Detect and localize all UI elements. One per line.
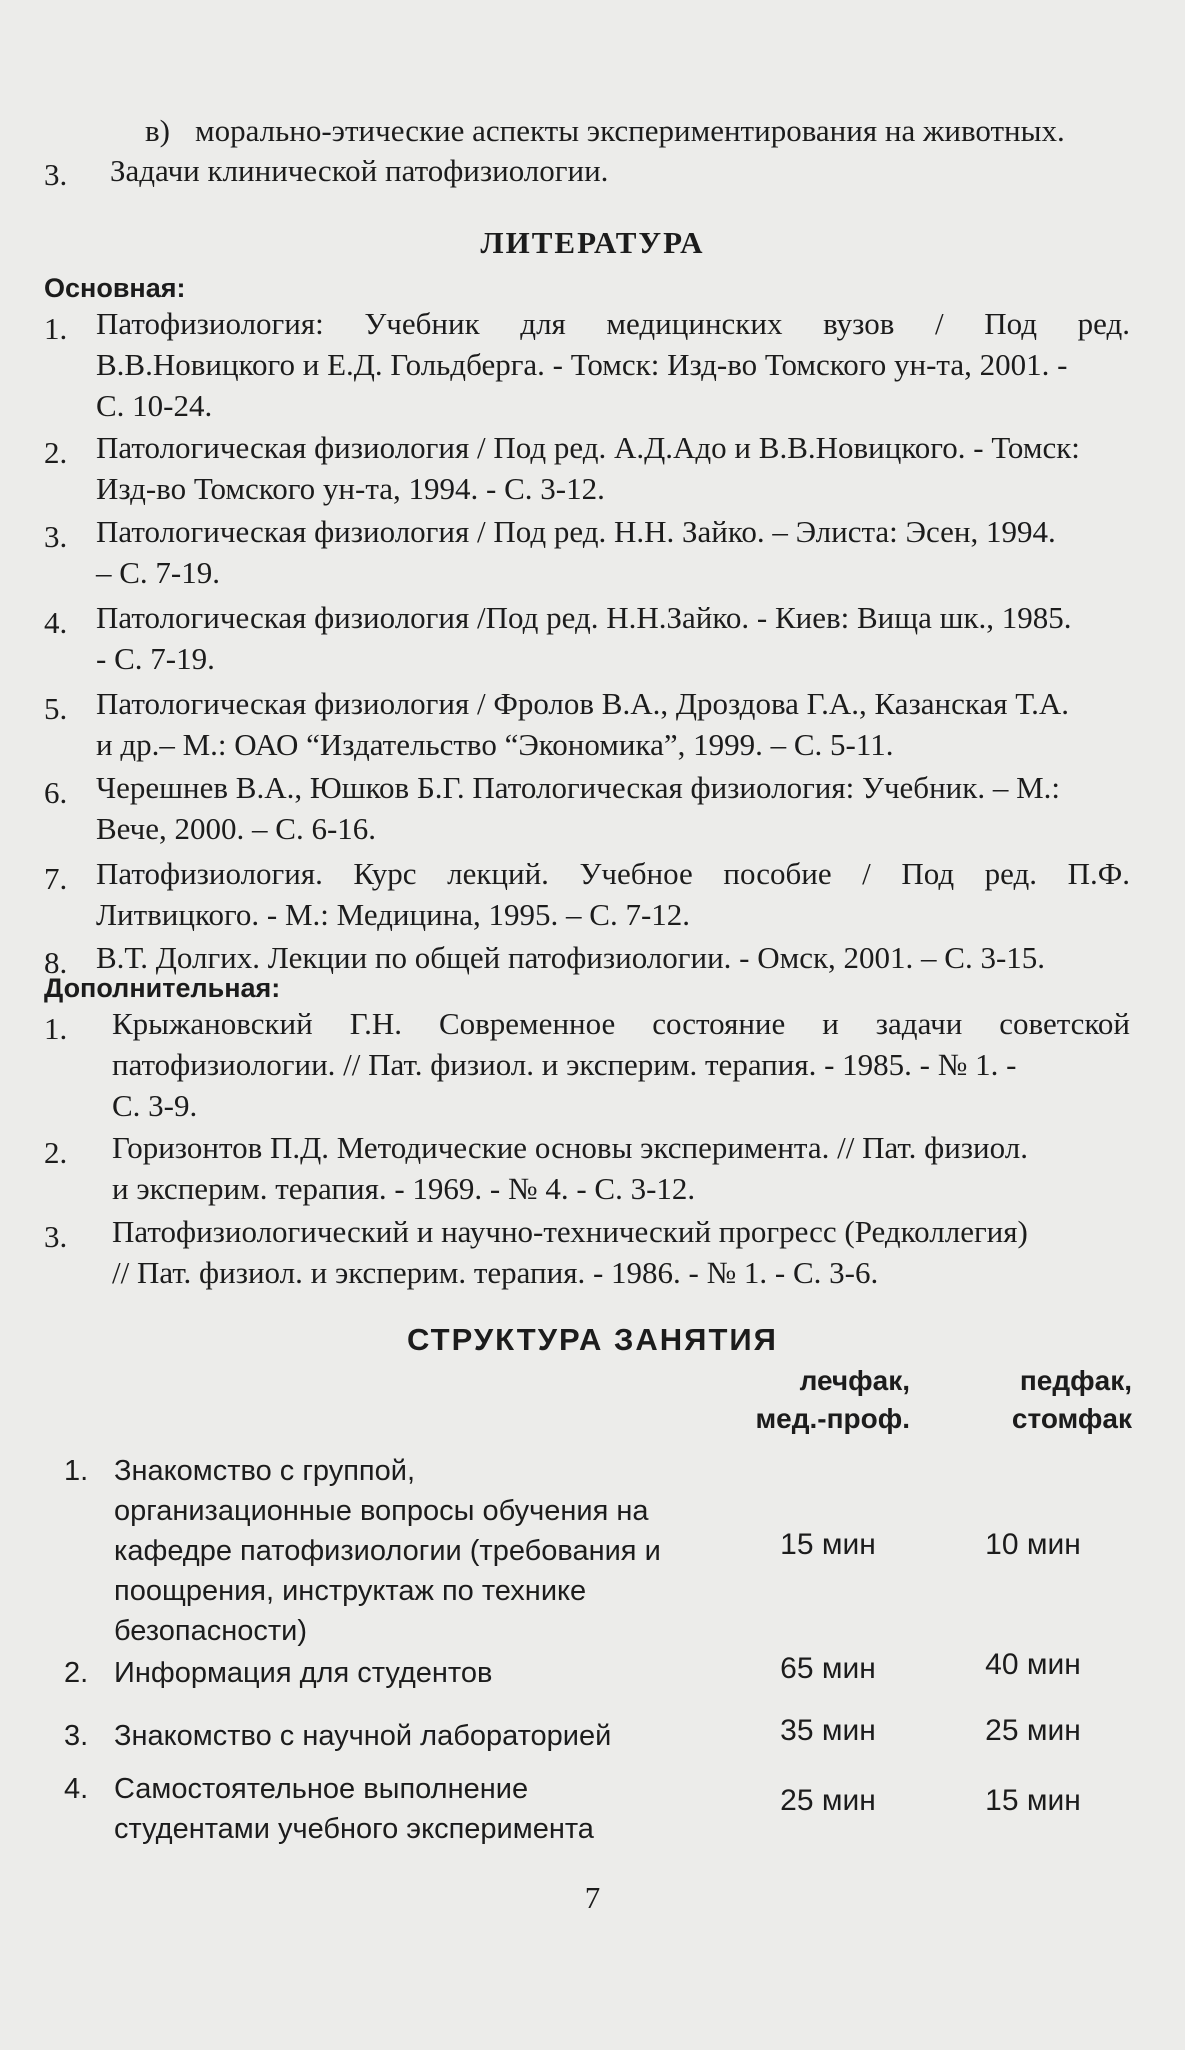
item-3-number: 3. xyxy=(44,157,68,192)
column-header-lechfak xyxy=(720,1362,910,1438)
list-item-line: Изд-во Томского ун-та, 1994. - С. 3-12. xyxy=(96,471,605,506)
list-item-line: Патологическая физиология / Под ред. Н.Н. Зайко. – Элиста: Эсен, 1994. xyxy=(96,514,1056,549)
list-item-number: 1. xyxy=(44,1011,68,1046)
table-row-number: 1. xyxy=(64,1455,89,1487)
list-item-number: 3. xyxy=(44,1219,68,1254)
list-item-number: 5. xyxy=(44,691,68,726)
time-lechfak: 25 мин xyxy=(780,1784,876,1817)
list-item-number: 4. xyxy=(44,605,68,640)
list-item-number: 2. xyxy=(44,1135,68,1170)
table-row-number: 3. xyxy=(64,1720,89,1752)
page-number: 7 xyxy=(584,1880,601,1915)
list-item-line: и др.– М.: ОАО “Издательство “Экономика”, 1999. – С. 5-11. xyxy=(96,727,894,762)
time-pedfak: 15 мин xyxy=(985,1784,1081,1817)
column-header-line: мед.-проф. xyxy=(755,1403,910,1434)
item-v-marker: в) xyxy=(145,113,170,148)
list-item-line: Патологическая физиология /Под ред. Н.Н.Зайко. - Киев: Вища шк., 1985. xyxy=(96,600,1072,635)
time-lechfak: 35 мин xyxy=(780,1714,876,1747)
list-item-line: - С. 7-19. xyxy=(96,641,215,676)
list-item-line: Патофизиологический и научно-технический прогресс (Редколлегия) xyxy=(112,1214,1028,1249)
time-pedfak: 40 мин xyxy=(985,1648,1081,1681)
time-lechfak: 15 мин xyxy=(780,1528,876,1561)
list-item-line: Горизонтов П.Д. Методические основы эксперимента. // Пат. физиол. xyxy=(112,1130,1028,1165)
structure-heading: СТРУКТУРА ЗАНЯТИЯ xyxy=(407,1322,778,1357)
list-item-line: Патофизиология: Учебник для медицинских вузов / Под ред. xyxy=(96,306,1130,341)
list-item-line: В.Т. Долгих. Лекции по общей патофизиологии. - Омск, 2001. – С. 3-15. xyxy=(96,940,1046,975)
list-item-line: Черешнев В.А., Юшков Б.Г. Патологическая физиология: Учебник. – М.: xyxy=(96,770,1060,805)
table-row-number: 2. xyxy=(64,1657,89,1689)
column-header-pedfak xyxy=(940,1362,1132,1438)
column-header-line: педфак, xyxy=(1019,1365,1132,1396)
table-row-line: Знакомство с группой, xyxy=(114,1455,416,1487)
table-row-line: кафедре патофизиологии (требования и xyxy=(114,1535,661,1567)
time-lechfak: 65 мин xyxy=(780,1652,876,1685)
table-row-line: Информация для студентов xyxy=(114,1657,493,1689)
time-pedfak: 25 мин xyxy=(985,1714,1081,1747)
list-item-line: и эксперим. терапия. - 1969. - № 4. - С. 3-12. xyxy=(112,1171,696,1206)
main-literature-label: Основная: xyxy=(44,273,186,303)
literature-heading: ЛИТЕРАТУРА xyxy=(480,225,705,260)
list-item-line: Патофизиология. Курс лекций. Учебное пособие / Под ред. П.Ф. xyxy=(96,856,1130,891)
item-3-text: Задачи клинической патофизиологии. xyxy=(110,153,609,188)
list-item-line: патофизиологии. // Пат. физиол. и эксперим. терапия. - 1985. - № 1. - xyxy=(112,1047,1017,1082)
list-item-line: – С. 7-19. xyxy=(96,555,220,590)
list-item-line: С. 10-24. xyxy=(96,388,213,423)
list-item-line: В.В.Новицкого и Е.Д. Гольдберга. - Томск: Изд-во Томского ун-та, 2001. - xyxy=(96,347,1068,382)
table-row-line: Самостоятельное выполнение xyxy=(114,1773,529,1805)
column-header-line: лечфак, xyxy=(799,1365,910,1396)
column-header-line: стомфак xyxy=(1011,1403,1132,1434)
list-item-number: 7. xyxy=(44,861,68,896)
extra-literature-label: Дополнительная: xyxy=(44,973,281,1003)
list-item-number: 1. xyxy=(44,311,68,346)
list-item-number: 3. xyxy=(44,519,68,554)
table-row-number: 4. xyxy=(64,1773,89,1805)
table-row-line: Знакомство с научной лабораторией xyxy=(114,1720,612,1752)
list-item-line: С. 3-9. xyxy=(112,1088,198,1123)
list-item-number: 2. xyxy=(44,435,68,470)
table-row-line: безопасности) xyxy=(114,1615,307,1647)
list-item-line: Вече, 2000. – С. 6-16. xyxy=(96,811,377,846)
list-item-line: Крыжановский Г.Н. Современное состояние и задачи советской xyxy=(112,1006,1130,1041)
list-item-line: Патологическая физиология / Фролов В.А., Дроздова Г.А., Казанская Т.А. xyxy=(96,686,1069,721)
list-item-number: 8. xyxy=(44,945,68,980)
table-row-line: организационные вопросы обучения на xyxy=(114,1495,649,1527)
list-item-line: Литвицкого. - М.: Медицина, 1995. – С. 7-12. xyxy=(96,897,691,932)
table-row-line: поощрения, инструктаж по технике xyxy=(114,1575,587,1607)
table-row-line: студентами учебного эксперимента xyxy=(114,1813,594,1845)
time-pedfak: 10 мин xyxy=(985,1528,1081,1561)
list-item-number: 6. xyxy=(44,775,68,810)
item-v-text: морально-этические аспекты экспериментирования на животных. xyxy=(195,113,1065,148)
list-item-line: Патологическая физиология / Под ред. А.Д.Адо и В.В.Новицкого. - Томск: xyxy=(96,430,1080,465)
list-item-line: // Пат. физиол. и эксперим. терапия. - 1986. - № 1. - С. 3-6. xyxy=(112,1255,879,1290)
